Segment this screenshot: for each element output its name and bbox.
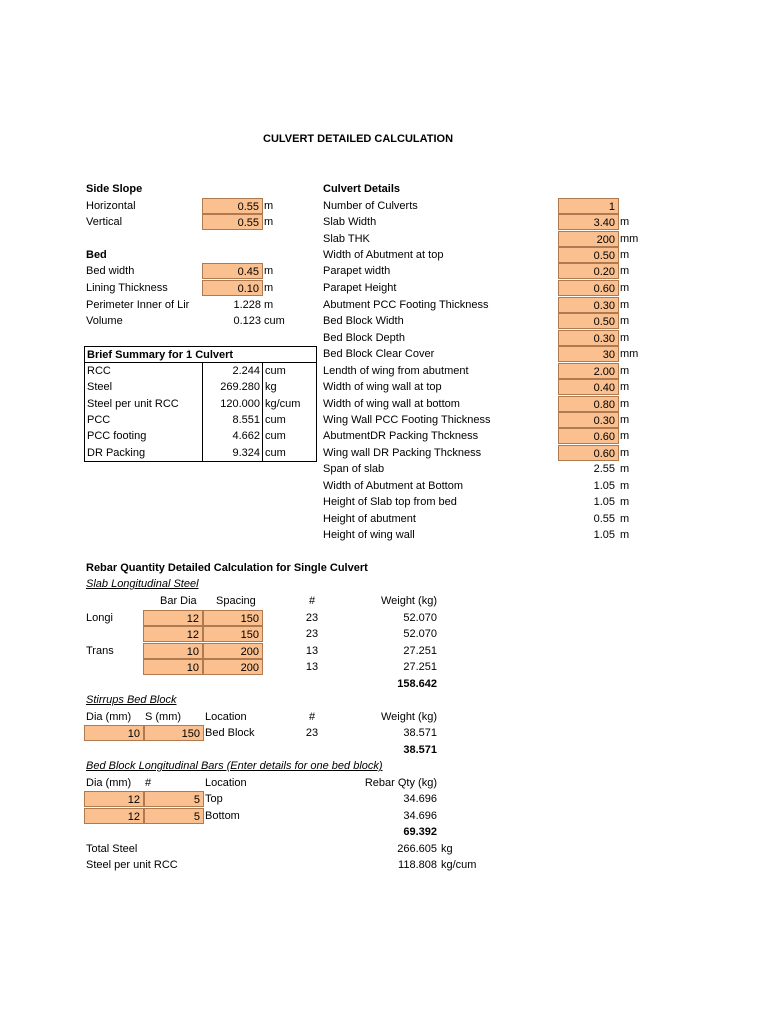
number-of-culverts-input[interactable]: 1 bbox=[558, 198, 619, 214]
wing-pcc-footing-input[interactable]: 0.30 bbox=[558, 412, 619, 428]
horizontal-input[interactable]: 0.55 bbox=[202, 198, 263, 214]
summary-pcc-footing-unit: cum bbox=[265, 430, 286, 442]
slab-top-height-unit: m bbox=[620, 496, 630, 508]
summary-dr-packing-value: 9.324 bbox=[232, 447, 260, 459]
wing-pcc-footing-unit: m bbox=[620, 414, 630, 426]
stirrups-dia-header: Dia (mm) bbox=[86, 711, 132, 723]
bed-heading: Bed bbox=[86, 249, 107, 261]
wing-wall-height-label: Height of wing wall bbox=[323, 529, 415, 541]
bedblock-total-qty: 69.392 bbox=[403, 826, 437, 838]
lining-thickness-unit: m bbox=[264, 282, 274, 294]
bedblock-location-value: Top bbox=[205, 793, 223, 805]
summary-rcc-value: 2.244 bbox=[232, 365, 260, 377]
summary-pcc-footing-value: 4.662 bbox=[232, 430, 260, 442]
wing-dr-packing-label: Wing wall DR Packing Thckness bbox=[323, 447, 482, 459]
bedblock-qty-value: 34.696 bbox=[403, 793, 437, 805]
steel-per-rcc-value: 118.808 bbox=[398, 859, 437, 871]
steel-per-rcc-label: Steel per unit RCC bbox=[86, 859, 178, 871]
vertical-unit: m bbox=[264, 216, 274, 228]
side-slope-heading: Side Slope bbox=[86, 183, 143, 195]
parapet-width-label: Parapet width bbox=[323, 265, 391, 277]
wing-bottom-width-input[interactable]: 0.80 bbox=[558, 396, 619, 412]
parapet-height-input[interactable]: 0.60 bbox=[558, 280, 619, 296]
bedblock-dia-input[interactable]: 12 bbox=[84, 808, 144, 824]
wing-bottom-width-unit: m bbox=[620, 398, 630, 410]
abutment-dr-packing-input[interactable]: 0.60 bbox=[558, 428, 619, 444]
total-steel-unit: kg bbox=[441, 843, 453, 855]
abutment-dr-packing-unit: m bbox=[620, 430, 630, 442]
abutment-bottom-width-unit: m bbox=[620, 480, 630, 492]
wing-length-label: Lendth of wing from abutment bbox=[323, 365, 469, 377]
summary-dr-packing-label: DR Packing bbox=[87, 447, 146, 459]
stirrups-s-header: S (mm) bbox=[145, 711, 182, 723]
slab-bar-dia-header: Bar Dia bbox=[160, 595, 197, 607]
slab-weight-value: 52.070 bbox=[403, 628, 437, 640]
stirrups-location-header: Location bbox=[205, 711, 247, 723]
slab-spacing-input[interactable]: 200 bbox=[203, 643, 263, 659]
bed-block-clear-cover-unit: mm bbox=[620, 348, 639, 360]
horizontal-unit: m bbox=[264, 200, 274, 212]
slab-spacing-input[interactable]: 150 bbox=[203, 610, 263, 626]
culvert-details-heading: Culvert Details bbox=[323, 183, 401, 195]
bedblock-subheading: Bed Block Longitudinal Bars (Enter details for one bed block) bbox=[86, 760, 383, 772]
slab-row-label: Trans bbox=[86, 645, 114, 657]
slab-weight-value: 27.251 bbox=[403, 661, 437, 673]
span-of-slab-unit: m bbox=[620, 463, 630, 475]
stirrups-count-header: # bbox=[308, 711, 316, 723]
page-title: CULVERT DETAILED CALCULATION bbox=[263, 133, 454, 145]
slab-count-header: # bbox=[308, 595, 316, 607]
summary-steel-unit: kg bbox=[265, 381, 277, 393]
slab-thk-unit: mm bbox=[620, 233, 639, 245]
bed-block-clear-cover-label: Bed Block Clear Cover bbox=[323, 348, 435, 360]
abutment-bottom-width-value: 1.05 bbox=[593, 480, 615, 492]
bed-block-depth-label: Bed Block Depth bbox=[323, 332, 405, 344]
slab-width-input[interactable]: 3.40 bbox=[558, 214, 619, 230]
vertical-label: Vertical bbox=[86, 216, 123, 228]
bedblock-count-input[interactable]: 5 bbox=[144, 808, 204, 824]
slab-count-value: 23 bbox=[305, 612, 319, 624]
abutment-top-width-label: Width of Abutment at top bbox=[323, 249, 444, 261]
bed-block-depth-input[interactable]: 0.30 bbox=[558, 330, 619, 346]
wing-length-input[interactable]: 2.00 bbox=[558, 363, 619, 379]
bedblock-dia-input[interactable]: 12 bbox=[84, 791, 144, 807]
summary-rcc-unit: cum bbox=[265, 365, 286, 377]
steel-per-rcc-unit: kg/cum bbox=[441, 859, 477, 871]
wing-length-unit: m bbox=[620, 365, 630, 377]
wing-top-width-label: Width of wing wall at top bbox=[323, 381, 442, 393]
abutment-height-label: Height of abutment bbox=[323, 513, 416, 525]
span-of-slab-value: 2.55 bbox=[593, 463, 615, 475]
stirrups-weight-value: 38.571 bbox=[403, 727, 437, 739]
bed-block-clear-cover-input[interactable]: 30 bbox=[558, 346, 619, 362]
summary-pcc-footing-label: PCC footing bbox=[87, 430, 147, 442]
slab-steel-subheading: Slab Longitudinal Steel bbox=[86, 578, 199, 590]
abutment-top-width-input[interactable]: 0.50 bbox=[558, 247, 619, 263]
abutment-top-width-unit: m bbox=[620, 249, 630, 261]
wing-wall-height-value: 1.05 bbox=[593, 529, 615, 541]
slab-spacing-input[interactable]: 200 bbox=[203, 659, 263, 675]
slab-dia-input[interactable]: 12 bbox=[143, 610, 203, 626]
wing-top-width-input[interactable]: 0.40 bbox=[558, 379, 619, 395]
summary-steel-value: 269.280 bbox=[220, 381, 260, 393]
summary-steel-per-rcc-unit: kg/cum bbox=[265, 398, 301, 410]
bedblock-count-input[interactable]: 5 bbox=[144, 791, 204, 807]
summary-heading: Brief Summary for 1 Culvert bbox=[87, 349, 234, 361]
slab-dia-input[interactable]: 10 bbox=[143, 643, 203, 659]
stirrups-total-weight: 38.571 bbox=[403, 744, 437, 756]
lining-thickness-label: Lining Thickness bbox=[86, 282, 168, 294]
summary-pcc-unit: cum bbox=[265, 414, 286, 426]
abutment-pcc-footing-input[interactable]: 0.30 bbox=[558, 297, 619, 313]
slab-top-height-label: Height of Slab top from bed bbox=[323, 496, 457, 508]
bedblock-count-header: # bbox=[145, 777, 152, 789]
bed-width-input[interactable]: 0.45 bbox=[202, 263, 263, 279]
perimeter-value: 1.228 bbox=[233, 299, 261, 311]
bed-width-label: Bed width bbox=[86, 265, 135, 277]
wing-wall-height-unit: m bbox=[620, 529, 630, 541]
slab-weight-value: 52.070 bbox=[403, 612, 437, 624]
parapet-width-unit: m bbox=[620, 265, 630, 277]
number-of-culverts-label: Number of Culverts bbox=[323, 200, 418, 212]
lining-thickness-input[interactable]: 0.10 bbox=[202, 280, 263, 296]
summary-steel-per-rcc-label: Steel per unit RCC bbox=[87, 398, 179, 410]
stirrups-dia-input[interactable]: 10 bbox=[84, 725, 144, 741]
stirrups-s-input[interactable]: 150 bbox=[144, 725, 204, 741]
slab-weight-value: 27.251 bbox=[403, 645, 437, 657]
summary-pcc-label: PCC bbox=[87, 414, 111, 426]
wing-pcc-footing-label: Wing Wall PCC Footing Thickness bbox=[323, 414, 491, 426]
perimeter-unit: m bbox=[264, 299, 274, 311]
slab-row-label: Longi bbox=[86, 612, 113, 624]
parapet-height-label: Parapet Height bbox=[323, 282, 397, 294]
parapet-height-unit: m bbox=[620, 282, 630, 294]
span-of-slab-label: Span of slab bbox=[323, 463, 385, 475]
vertical-input[interactable]: 0.55 bbox=[202, 214, 263, 230]
wing-dr-packing-unit: m bbox=[620, 447, 630, 459]
slab-top-height-value: 1.05 bbox=[593, 496, 615, 508]
rebar-heading: Rebar Quantity Detailed Calculation for Single Culvert bbox=[86, 562, 368, 574]
bedblock-qty-value: 34.696 bbox=[403, 810, 437, 822]
slab-dia-input[interactable]: 10 bbox=[143, 659, 203, 675]
bed-block-width-unit: m bbox=[620, 315, 630, 327]
summary-pcc-value: 8.551 bbox=[232, 414, 260, 426]
slab-total-weight: 158.642 bbox=[397, 678, 437, 690]
slab-count-value: 13 bbox=[305, 661, 319, 673]
slab-width-label: Slab Width bbox=[323, 216, 377, 228]
bedblock-location-header: Location bbox=[205, 777, 247, 789]
perimeter-label: Perimeter Inner of Lir bbox=[86, 299, 190, 311]
summary-dr-packing-unit: cum bbox=[265, 447, 286, 459]
slab-count-value: 23 bbox=[305, 628, 319, 640]
summary-column-divider-2 bbox=[262, 362, 263, 462]
bedblock-qty-header: Rebar Qty (kg) bbox=[364, 777, 437, 789]
stirrups-count-value: 23 bbox=[305, 727, 319, 739]
horizontal-label: Horizontal bbox=[86, 200, 136, 212]
stirrups-weight-header: Weight (kg) bbox=[380, 711, 437, 723]
slab-spacing-header: Spacing bbox=[216, 595, 256, 607]
abutment-dr-packing-label: AbutmentDR Packing Thckness bbox=[323, 430, 479, 442]
bedblock-dia-header: Dia (mm) bbox=[86, 777, 132, 789]
summary-steel-per-rcc-value: 120.000 bbox=[220, 398, 260, 410]
slab-thk-input[interactable]: 200 bbox=[558, 231, 619, 247]
slab-spacing-input[interactable]: 150 bbox=[203, 626, 263, 642]
bed-width-unit: m bbox=[264, 265, 274, 277]
wing-top-width-unit: m bbox=[620, 381, 630, 393]
wing-dr-packing-input[interactable]: 0.60 bbox=[558, 445, 619, 461]
summary-rcc-label: RCC bbox=[87, 365, 111, 377]
total-steel-value: 266.605 bbox=[397, 843, 437, 855]
slab-dia-input[interactable]: 12 bbox=[143, 626, 203, 642]
volume-value: 0.123 bbox=[233, 315, 261, 327]
parapet-width-input[interactable]: 0.20 bbox=[558, 263, 619, 279]
slab-count-value: 13 bbox=[305, 645, 319, 657]
bed-block-width-input[interactable]: 0.50 bbox=[558, 313, 619, 329]
slab-width-unit: m bbox=[620, 216, 630, 228]
total-steel-label: Total Steel bbox=[86, 843, 138, 855]
volume-unit: cum bbox=[264, 315, 285, 327]
slab-weight-header: Weight (kg) bbox=[380, 595, 437, 607]
bed-block-width-label: Bed Block Width bbox=[323, 315, 404, 327]
abutment-bottom-width-label: Width of Abutment at Bottom bbox=[323, 480, 464, 492]
abutment-height-value: 0.55 bbox=[593, 513, 615, 525]
bedblock-location-value: Bottom bbox=[205, 810, 240, 822]
abutment-height-unit: m bbox=[620, 513, 630, 525]
stirrups-subheading: Stirrups Bed Block bbox=[86, 694, 177, 706]
wing-bottom-width-label: Width of wing wall at bottom bbox=[323, 398, 460, 410]
bed-block-depth-unit: m bbox=[620, 332, 630, 344]
summary-steel-label: Steel bbox=[87, 381, 113, 393]
slab-thk-label: Slab THK bbox=[323, 233, 370, 245]
volume-label: Volume bbox=[86, 315, 123, 327]
stirrups-location-value: Bed Block bbox=[205, 727, 255, 739]
abutment-pcc-footing-label: Abutment PCC Footing Thickness bbox=[323, 299, 489, 311]
abutment-pcc-footing-unit: m bbox=[620, 299, 630, 311]
